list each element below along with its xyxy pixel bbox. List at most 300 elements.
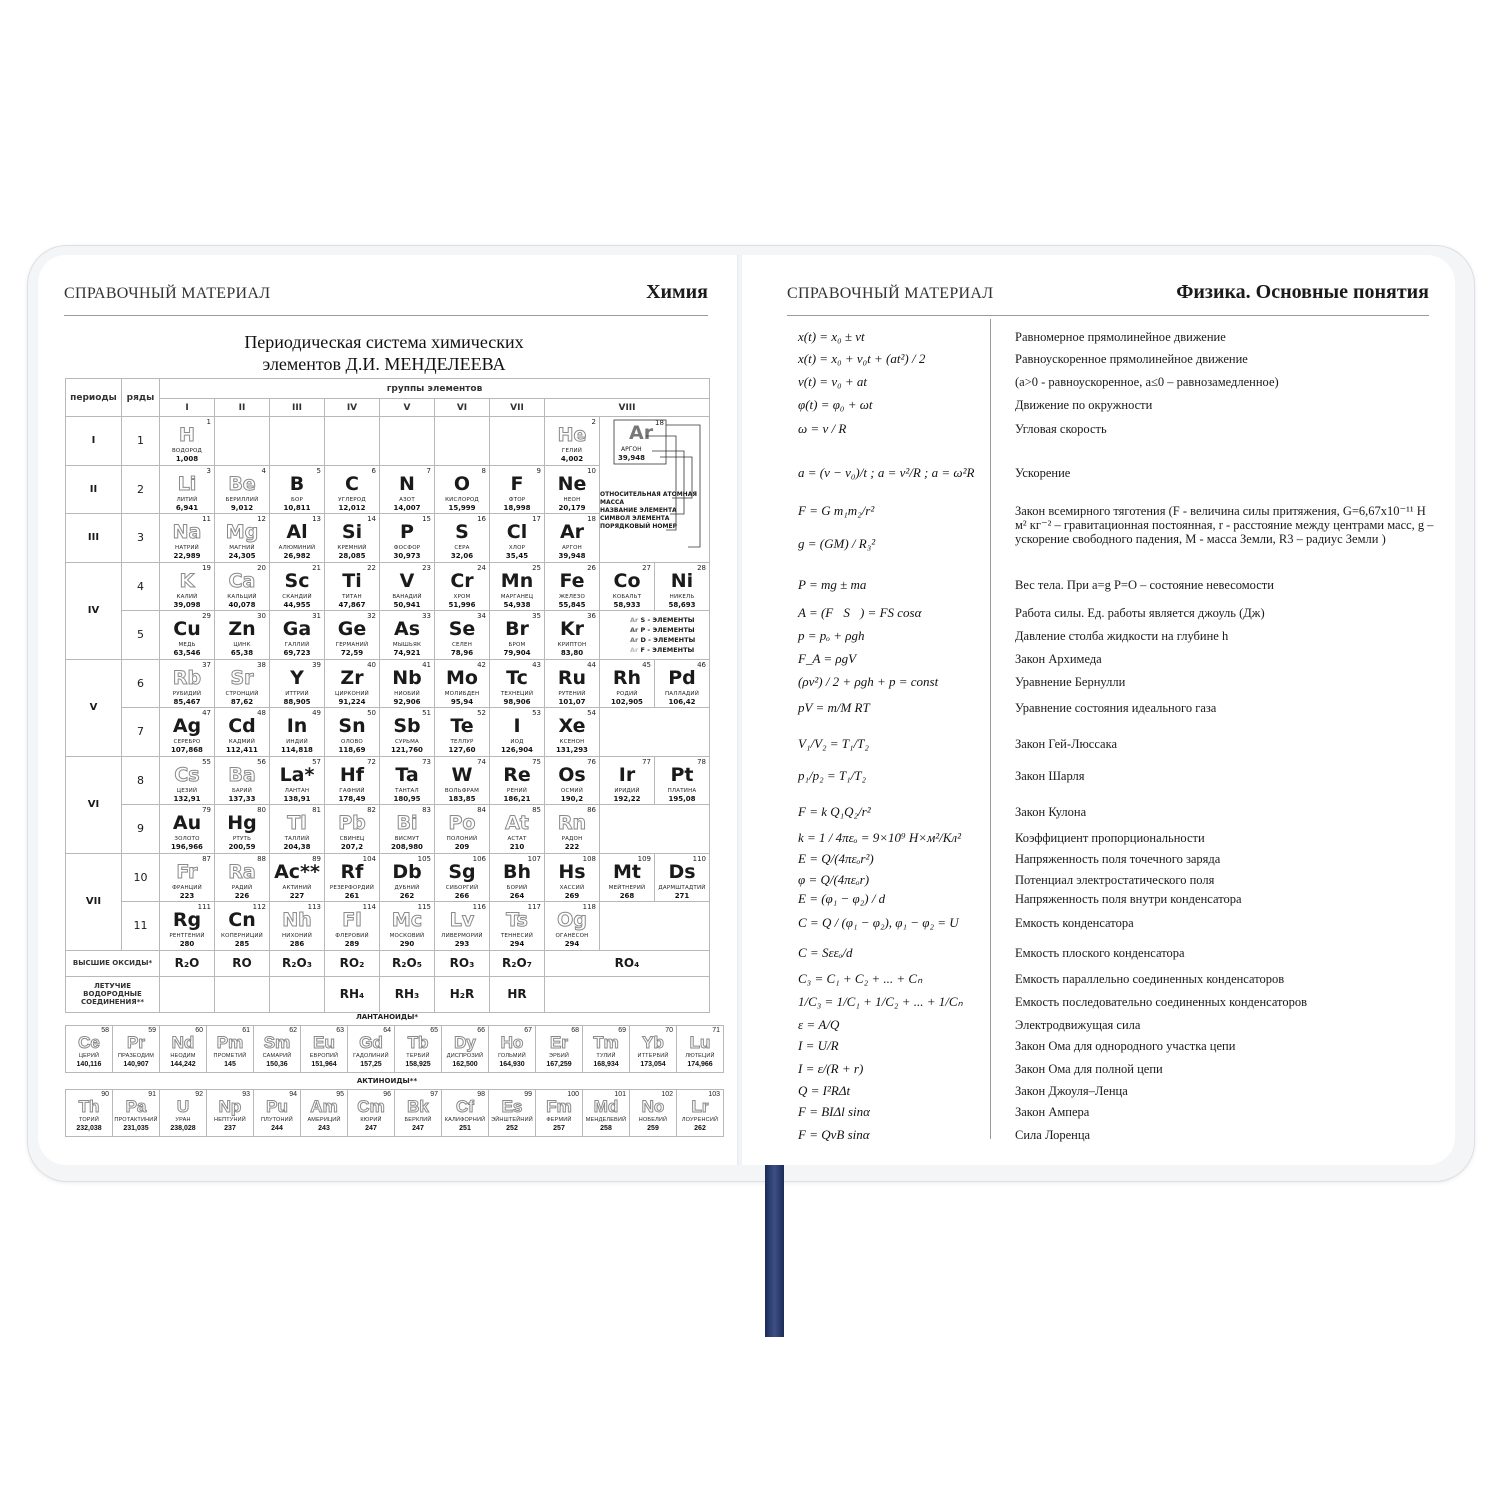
atomic-mass: 138,91 [283, 794, 311, 803]
atomic-number: 82 [367, 806, 376, 814]
element-name: РЕЗЕРФОРДИЙ [329, 884, 375, 891]
element-cell [435, 659, 490, 708]
atomic-number: 38 [257, 660, 266, 669]
element-cell [215, 708, 270, 757]
atomic-number: 65 [430, 1027, 438, 1034]
atomic-mass: 9,012 [230, 503, 254, 512]
legend-connector-lines [600, 417, 710, 562]
block-legend-label: P - ЭЛЕМЕНТЫ [640, 626, 695, 634]
element-cell [490, 611, 545, 660]
atomic-mass: 280 [179, 940, 195, 948]
block-legend-symbol: Ar [630, 626, 641, 634]
element-symbol: Ag [172, 715, 202, 737]
atomic-mass: 132,91 [173, 794, 201, 803]
element-symbol: Kr [559, 618, 585, 640]
element-cell [325, 562, 380, 611]
element-name: ЛИВЕРМОРИЙ [441, 933, 483, 939]
element-name: КОПЕРНИЦИЙ [221, 933, 263, 939]
element-cell [600, 756, 655, 805]
atomic-number: 35 [532, 612, 541, 620]
atomic-number: 72 [367, 757, 376, 766]
element-symbol: He [557, 424, 587, 446]
atomic-mass: 112,411 [226, 746, 258, 754]
atomic-mass: 223 [179, 891, 195, 900]
element-cell [655, 756, 710, 805]
formula: E = (φ₁ − φ₂) / d [798, 891, 886, 906]
element-symbol: Ca [228, 569, 256, 592]
element-name: ТЕЛЛУР [450, 739, 474, 745]
element-symbol: Mc [391, 909, 423, 931]
element-symbol: Si [341, 521, 363, 543]
atomic-mass: 244 [271, 1125, 283, 1132]
atomic-mass: 35,45 [505, 552, 529, 560]
group-label: III [270, 399, 325, 417]
element-symbol: Te [450, 715, 474, 737]
element-name: ТИТАН [342, 593, 362, 600]
element-name: КАЛИЙ [176, 593, 198, 600]
atomic-number: 36 [587, 612, 596, 620]
element-name: ВАНАДИЙ [392, 593, 422, 600]
element-symbol: Ba [228, 763, 256, 786]
element-symbol: Y [290, 666, 304, 689]
element-cell [215, 853, 270, 902]
element-symbol: Rf [340, 860, 364, 883]
atomic-mass: 183,85 [448, 794, 476, 803]
element-name: ЛИТИЙ [176, 496, 198, 503]
atomic-mass: 200,59 [228, 843, 256, 851]
element-cell [380, 756, 435, 805]
atomic-number: 34 [477, 612, 486, 620]
element-symbol: In [286, 715, 308, 737]
element-symbol: Ho [500, 1033, 524, 1052]
element-cell [600, 659, 655, 708]
element-name: ОСМИЙ [560, 787, 584, 794]
atomic-mass: 208,980 [391, 843, 423, 851]
atomic-number: 33 [422, 612, 431, 620]
element-cell [207, 1026, 254, 1073]
period-label: I [66, 417, 122, 466]
row-number: 8 [122, 756, 160, 805]
atomic-mass: 98,906 [503, 697, 531, 706]
element-cell [270, 902, 325, 951]
element-symbol: Ru [557, 666, 587, 689]
element-symbol: Es [501, 1097, 523, 1116]
atomic-mass: 118,69 [338, 746, 366, 754]
element-symbol: Nb [392, 666, 422, 689]
atomic-number: 66 [477, 1027, 485, 1034]
legend-box [600, 417, 709, 562]
atomic-number: 22 [367, 563, 376, 572]
atomic-number: 114 [362, 903, 376, 911]
element-cell [490, 853, 545, 902]
row-number: 1 [122, 417, 160, 466]
element-name: АКТИНИЙ [282, 884, 312, 891]
element-symbol: Nh [282, 909, 312, 931]
atomic-mass: 162,500 [452, 1061, 478, 1068]
atomic-mass: 261 [344, 891, 360, 900]
formula: pV = m/M RT [798, 700, 870, 715]
left-header-rule [64, 315, 708, 316]
element-name: АЛЮМИНИЙ [278, 545, 316, 551]
element-cell [215, 562, 270, 611]
formula: 1/C₃ = 1/C₁ + 1/C₂ + ... + 1/Cₙ [798, 994, 963, 1009]
atomic-number: 111 [197, 903, 211, 911]
atomic-mass: 209 [454, 843, 470, 851]
element-symbol: Rg [172, 909, 202, 931]
atomic-mass: 262 [694, 1125, 706, 1132]
element-cell [490, 756, 545, 805]
element-symbol: Cn [228, 909, 256, 931]
hydride-formula: H₂R [435, 976, 490, 1012]
element-symbol: Gd [359, 1033, 383, 1052]
formula-description: Работа силы. Ед. работы является джоуль (Дж) [1015, 606, 1265, 620]
element-symbol: W [451, 763, 473, 786]
atomic-mass: 140,907 [123, 1061, 149, 1068]
element-symbol: V [399, 569, 415, 592]
element-cell [160, 853, 215, 902]
element-name: ОГАНЕСОН [555, 933, 589, 939]
element-symbol: Lv [449, 909, 475, 931]
atomic-number: 67 [524, 1027, 532, 1034]
formula-description: Равноускоренное прямолинейное движение [1015, 352, 1248, 366]
element-name: НЕПТУНИЙ [214, 1117, 246, 1123]
element-name: ПЛАТИНА [667, 787, 697, 794]
element-name: РУТЕНИЙ [558, 690, 586, 697]
element-name: ФЛЕРОВИЙ [335, 933, 369, 939]
row-number: 4 [122, 562, 160, 611]
atomic-mass: 285 [234, 940, 250, 948]
element-symbol: La* [279, 763, 315, 786]
legend-label: ПОРЯДКОВЫЙ НОМЕР [600, 523, 677, 530]
atomic-number: 41 [422, 660, 431, 669]
row-number: 7 [122, 708, 160, 757]
element-symbol: Fl [342, 909, 362, 931]
block-legend [600, 611, 710, 660]
atomic-mass: 266 [454, 891, 470, 900]
group-label: I [160, 399, 215, 417]
element-name: КАДМИЙ [228, 739, 256, 745]
atomic-number: 84 [477, 806, 486, 814]
atomic-number: 13 [312, 515, 321, 523]
element-name: ТЕННЕСИЙ [500, 933, 534, 939]
formula: a = (v − v₀)/t ; a = v²/R ; a = ω²R [798, 465, 975, 480]
period-label: II [66, 465, 122, 514]
atomic-mass: 65,38 [230, 649, 254, 657]
element-cell [677, 1090, 724, 1137]
element-symbol: O [453, 472, 471, 495]
oxide-formula: R₂O [160, 950, 215, 976]
oxide-formula: R₂O₅ [380, 950, 435, 976]
formula: Q = I²RΔt [798, 1083, 851, 1098]
element-legend [600, 417, 710, 563]
element-symbol: Ac** [274, 860, 320, 883]
element-symbol: Al [286, 521, 308, 543]
element-name: ЗОЛОТО [174, 836, 200, 842]
element-cell [270, 756, 325, 805]
empty-cell [435, 417, 490, 466]
atomic-number: 75 [532, 757, 541, 766]
atomic-mass: 91,224 [338, 697, 366, 706]
atomic-mass: 26,982 [283, 552, 311, 560]
element-symbol: Sb [393, 715, 421, 737]
atomic-number: 104 [362, 854, 376, 863]
element-cell [325, 756, 380, 805]
atomic-mass: 58,933 [613, 600, 641, 609]
atomic-number: 86 [587, 806, 596, 814]
bookmark-ribbon[interactable] [765, 1165, 784, 1337]
block-legend-label: S - ЭЛЕМЕНТЫ [640, 616, 695, 624]
element-cell [435, 514, 490, 563]
right-header-label: СПРАВОЧНЫЙ МАТЕРИАЛ [787, 285, 994, 302]
element-symbol: Ti [342, 569, 362, 592]
element-cell [435, 756, 490, 805]
element-cell [270, 805, 325, 854]
element-name: САМАРИЙ [262, 1053, 292, 1059]
atomic-number: 112 [252, 903, 266, 911]
element-symbol: N [399, 472, 415, 495]
element-cell [545, 465, 600, 514]
element-symbol: Np [218, 1097, 242, 1116]
element-cell [270, 659, 325, 708]
atomic-mass: 289 [344, 940, 360, 948]
element-cell [113, 1090, 160, 1137]
element-symbol: Cd [228, 715, 256, 737]
atomic-mass: 44,955 [283, 600, 311, 609]
element-symbol: Sc [284, 569, 310, 592]
element-name: НИОБИЙ [394, 690, 420, 697]
formula-description: Давление столба жидкости на глубине h [1015, 629, 1229, 643]
element-cell [270, 708, 325, 757]
element-symbol: Pr [127, 1033, 145, 1052]
atomic-number: 76 [587, 757, 596, 766]
element-name: КОБАЛЬТ [612, 593, 642, 600]
element-cell [630, 1090, 677, 1137]
atomic-number: 74 [477, 757, 486, 766]
atomic-mass: 247 [365, 1125, 377, 1132]
element-name: ОЛОВО [341, 739, 363, 745]
element-name: СТРОНЦИЙ [225, 690, 259, 697]
atomic-mass: 231,035 [123, 1125, 149, 1132]
element-cell [325, 805, 380, 854]
atomic-mass: 6,941 [175, 503, 199, 512]
atomic-number: 58 [101, 1027, 109, 1034]
element-cell [630, 1026, 677, 1073]
element-name: РАДИЙ [231, 884, 253, 891]
element-cell [215, 659, 270, 708]
atomic-mass: 286 [289, 940, 305, 948]
formula-description: Емкость последовательно соединенных конденсаторов [1015, 995, 1308, 1009]
atomic-number: 53 [532, 709, 541, 717]
element-symbol: Cu [173, 618, 201, 640]
atomic-number: 1 [206, 418, 211, 426]
element-cell [545, 659, 600, 708]
element-cell [215, 902, 270, 951]
element-name: ТУЛИЙ [596, 1053, 616, 1059]
element-name: МЕЙТНЕРИЙ [608, 884, 646, 891]
period-label: VI [66, 756, 122, 853]
atomic-number: 89 [312, 854, 321, 863]
element-symbol: Fm [546, 1097, 572, 1116]
element-symbol: Fe [559, 569, 585, 592]
atomic-mass: 88,905 [283, 697, 311, 706]
element-symbol: Pu [266, 1097, 288, 1116]
element-symbol: Be [228, 472, 256, 495]
element-symbol: Pt [670, 763, 694, 786]
element-symbol: Pm [216, 1033, 244, 1052]
atomic-mass: 195,08 [668, 794, 696, 803]
atomic-number: 5 [316, 466, 321, 475]
atomic-mass: 95,94 [450, 697, 474, 706]
atomic-mass: 20,179 [558, 503, 586, 512]
element-symbol: Md [593, 1097, 619, 1116]
atomic-number: 88 [257, 854, 266, 863]
element-symbol: Bk [407, 1097, 429, 1116]
element-symbol: Re [503, 763, 531, 786]
atomic-mass: 72,59 [340, 649, 364, 657]
atomic-number: 52 [477, 709, 486, 717]
atomic-mass: 144,242 [170, 1061, 196, 1068]
element-symbol: Rb [172, 666, 202, 689]
group-label: VIII [545, 399, 710, 417]
formula: p = pₒ + ρgh [798, 628, 865, 643]
element-cell [490, 465, 545, 514]
element-name: НЕОН [563, 496, 581, 503]
formula: F = k Q₁Q₂/r² [798, 804, 871, 819]
element-cell [380, 805, 435, 854]
atomic-mass: 106,42 [668, 697, 696, 706]
atomic-number: 116 [472, 903, 486, 911]
atomic-mass: 227 [289, 891, 305, 900]
oxide-formula: RO [215, 950, 270, 976]
element-symbol: Db [392, 860, 422, 883]
atomic-number: 2 [591, 418, 596, 426]
element-symbol: Tb [407, 1033, 429, 1052]
element-name: ЦЕЗИЙ [176, 787, 198, 794]
element-symbol: Os [558, 763, 586, 786]
element-cell [215, 611, 270, 660]
element-cell [536, 1026, 583, 1073]
block-legend-item [630, 625, 695, 635]
formula: I = U/R [798, 1038, 839, 1053]
atomic-mass: 4,002 [560, 455, 584, 463]
element-symbol: Se [448, 618, 476, 640]
atomic-number: 60 [195, 1027, 203, 1034]
atomic-number: 77 [642, 757, 651, 766]
legend-name: АРГОН [621, 446, 642, 453]
element-name: НЕОДИМ [170, 1053, 196, 1059]
element-symbol: Pd [668, 666, 696, 689]
element-cell [655, 659, 710, 708]
atomic-mass: 204,38 [283, 843, 311, 851]
element-cell [655, 853, 710, 902]
element-symbol: Tm [593, 1033, 619, 1052]
atomic-mass: 102,905 [611, 697, 643, 706]
formula-description: Закон Гей-Люссака [1015, 737, 1118, 751]
element-symbol: U [176, 1097, 190, 1116]
element-symbol: Ds [668, 860, 696, 883]
formula: x(t) = x₀ ± vt [798, 329, 865, 344]
element-symbol: B [289, 472, 305, 495]
atomic-mass: 251 [459, 1125, 471, 1132]
atomic-number: 92 [195, 1091, 203, 1098]
formula: x(t) = x₀ + v₀t + (at²) / 2 [798, 351, 926, 366]
atomic-number: 39 [312, 660, 321, 669]
element-symbol: P [400, 521, 414, 543]
element-symbol: Sg [448, 860, 476, 883]
atomic-mass: 157,25 [360, 1061, 382, 1068]
atomic-mass: 252 [506, 1125, 518, 1132]
atomic-mass: 10,811 [283, 503, 311, 512]
element-name: ПРОМЕТИЙ [213, 1053, 247, 1059]
oxide-formula: R₂O₃ [270, 950, 325, 976]
legend-connector [666, 425, 700, 547]
element-symbol: Eu [313, 1033, 335, 1052]
element-cell [348, 1026, 395, 1073]
atomic-number: 110 [692, 854, 706, 863]
atomic-mass: 264 [509, 891, 525, 900]
atomic-number: 106 [472, 854, 486, 863]
element-cell [435, 902, 490, 951]
element-name: МОСКОВИЙ [389, 933, 425, 939]
element-cell [325, 659, 380, 708]
atomic-mass: 268 [619, 891, 635, 900]
element-cell [583, 1026, 630, 1073]
element-cell [301, 1090, 348, 1137]
element-cell [545, 756, 600, 805]
element-cell [442, 1090, 489, 1137]
formula-description: Емкость плоского конденсатора [1015, 946, 1185, 960]
atomic-number: 14 [367, 515, 376, 523]
element-symbol: At [505, 812, 529, 834]
legend-label: СИМВОЛ ЭЛЕМЕНТА [600, 515, 670, 522]
atomic-number: 113 [307, 903, 321, 911]
formula-description: Коэффициент пропорциональности [1015, 831, 1205, 845]
element-cell [160, 805, 215, 854]
atomic-number: 46 [697, 660, 706, 669]
element-name: РАДОН [561, 836, 583, 842]
atomic-mass: 12,012 [338, 503, 366, 512]
element-symbol: Zr [340, 666, 364, 689]
periodic-table-title [64, 331, 704, 375]
legend-connector [646, 436, 676, 530]
element-name: ДАРМШТАДТИЙ [658, 884, 706, 891]
element-name: ТАЛЛИЙ [284, 836, 310, 842]
lanthanoids-label: ЛАНТАНОИДЫ* [355, 1013, 419, 1021]
element-cell [545, 902, 600, 951]
atomic-number: 11 [202, 515, 211, 523]
atomic-number: 43 [532, 660, 541, 669]
atomic-number: 56 [257, 757, 266, 766]
block-legend-label: D - ЭЛЕМЕНТЫ [640, 636, 696, 644]
element-symbol: Mn [500, 569, 534, 592]
atomic-mass: 101,07 [558, 697, 586, 706]
block-legend-label: F - ЭЛЕМЕНТЫ [640, 646, 695, 654]
atomic-number: 71 [712, 1027, 720, 1034]
hydride-formula [215, 976, 270, 1012]
formula-description: Закон Ома для однородного участка цепи [1015, 1039, 1236, 1053]
element-cell [490, 902, 545, 951]
element-name: ЦИНК [233, 642, 251, 648]
atomic-number: 6 [371, 466, 376, 475]
element-cell [655, 562, 710, 611]
atomic-number: 42 [477, 660, 486, 669]
atomic-number: 78 [697, 757, 706, 766]
element-symbol: Mt [613, 860, 641, 883]
element-name: БОР [290, 496, 304, 503]
empty-cell [490, 417, 545, 466]
atomic-mass: 167,259 [546, 1061, 572, 1068]
element-symbol: Hs [558, 860, 586, 883]
